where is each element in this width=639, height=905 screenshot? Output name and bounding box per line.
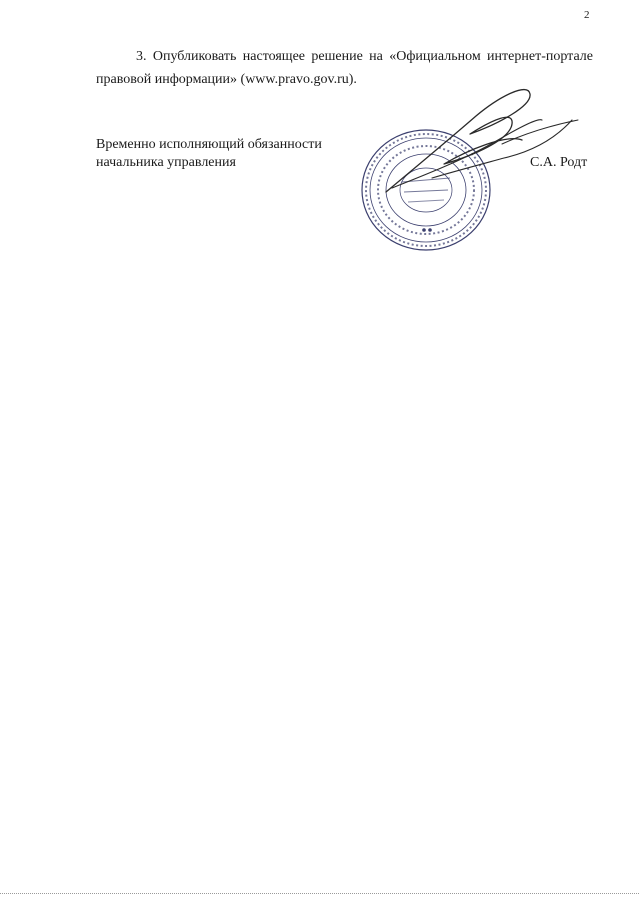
page-number: 2: [584, 9, 590, 21]
signer-name: С.А. Родт: [530, 155, 588, 170]
signer-title: [96, 136, 356, 172]
signer-title-line-2: начальника управления: [96, 155, 236, 170]
signature-icon: [372, 80, 582, 200]
signer-title-line-1: Временно исполняющий обязанности: [96, 137, 322, 152]
publication-paragraph: 3. Опубликовать настоящее решение на «Официальном интернет-портале правовой информации» (www.pravo.gov.ru).: [96, 49, 593, 87]
footer-rule: [0, 893, 639, 894]
